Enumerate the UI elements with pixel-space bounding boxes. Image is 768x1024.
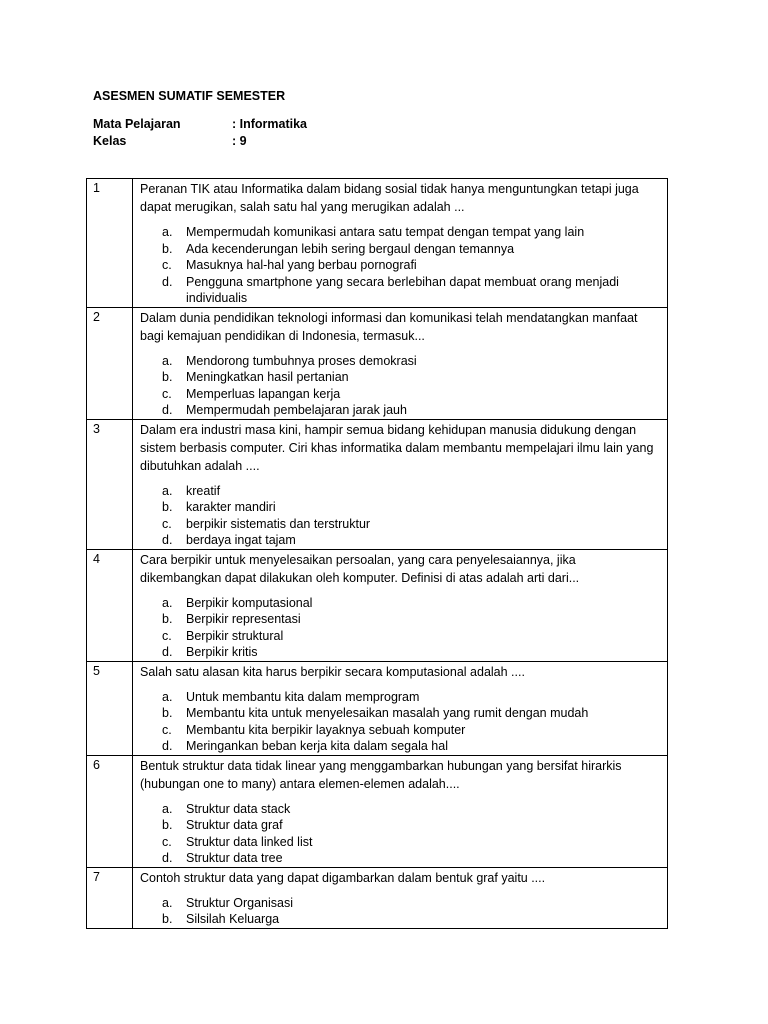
option-text: Berpikir struktural (186, 628, 284, 643)
question-row (87, 661, 668, 755)
question-stem: Contoh struktur data yang dapat digambarkan dalam bentuk graf yaitu .... (140, 870, 546, 885)
question-stem: Bentuk struktur data tidak linear yang menggambarkan hubungan yang bersifat hirarkis (hubungan one to many) antara elemen-elemen adalah.... (140, 758, 622, 791)
question-row (87, 755, 668, 867)
option-list (140, 595, 659, 661)
option-letter: a. (162, 353, 173, 368)
option-item (140, 722, 659, 739)
meta-label: Mata Pelajaran (93, 117, 181, 131)
question-body (133, 661, 668, 755)
option-item (140, 801, 659, 818)
option-item (140, 705, 659, 722)
option-item (140, 644, 659, 661)
meta-value: : Informatika (232, 117, 308, 131)
option-item (140, 834, 659, 851)
option-text: Struktur Organisasi (186, 895, 293, 910)
option-text: Meringankan beban kerja kita dalam segala hal (186, 739, 448, 753)
option-text: berpikir sistematis dan terstruktur (186, 516, 371, 531)
option-letter: c. (162, 722, 172, 737)
option-text: Struktur data tree (186, 851, 283, 865)
option-list (140, 353, 659, 419)
option-item (140, 628, 659, 645)
option-letter: a. (162, 801, 173, 816)
option-letter: d. (162, 274, 173, 289)
option-letter: a. (162, 483, 173, 498)
option-letter: c. (162, 628, 172, 643)
question-row (87, 179, 668, 308)
question-body (133, 419, 668, 549)
option-text: kreatif (186, 483, 221, 498)
option-text: Membantu kita untuk menyelesaikan masalah yang rumit dengan mudah (186, 706, 589, 720)
question-number: 3 (87, 419, 133, 549)
option-item (140, 850, 659, 867)
option-text: karakter mandiri (186, 500, 276, 514)
option-letter: c. (162, 258, 172, 272)
option-text: Struktur data stack (186, 801, 291, 816)
option-text: Struktur data linked list (186, 834, 313, 849)
option-letter: c. (162, 834, 172, 849)
question-number: 2 (87, 307, 133, 419)
option-text: Untuk membantu kita dalam memprogram (186, 689, 420, 704)
option-text: Pengguna smartphone yang secara berlebihan dapat membuat orang menjadi individualis (186, 274, 619, 305)
option-item (140, 516, 659, 533)
option-letter: a. (162, 689, 173, 704)
option-text: Berpikir kritis (186, 645, 258, 659)
question-table (86, 178, 668, 929)
option-letter: b. (162, 706, 173, 720)
meta-value: : 9 (232, 134, 247, 148)
option-list (140, 801, 659, 867)
meta-label: Kelas (93, 134, 127, 148)
question-stem: Salah satu alasan kita harus berpikir secara komputasional adalah .... (140, 664, 525, 679)
option-item (140, 369, 659, 386)
option-item (140, 353, 659, 370)
option-item (140, 483, 659, 500)
option-letter: b. (162, 912, 173, 926)
option-item (140, 895, 659, 912)
question-row (87, 307, 668, 419)
option-text: Silsilah Keluarga (186, 912, 280, 926)
option-letter: b. (162, 370, 173, 384)
document-title: ASESMEN SUMATIF SEMESTER (93, 89, 286, 103)
option-letter: d. (162, 403, 173, 417)
question-row (87, 549, 668, 661)
option-text: Ada kecenderungan lebih sering bergaul dengan temannya (186, 241, 515, 256)
question-stem: Dalam dunia pendidikan teknologi informasi dan komunikasi telah mendatangkan manfaat bagi kemajuan pendidikan di Indonesia, termasuk... (140, 310, 638, 343)
option-letter: d. (162, 533, 173, 547)
option-text: Meningkatkan hasil pertanian (186, 370, 349, 384)
option-item (140, 595, 659, 612)
question-body (133, 867, 668, 928)
option-item (140, 738, 659, 755)
option-text: Memperluas lapangan kerja (186, 386, 341, 401)
option-letter: b. (162, 241, 173, 256)
option-text: Mempermudah pembelajaran jarak jauh (186, 403, 407, 417)
question-number: 6 (87, 755, 133, 867)
question-row (87, 867, 668, 928)
option-letter: b. (162, 612, 173, 626)
question-body (133, 755, 668, 867)
question-body (133, 179, 668, 308)
option-item (140, 386, 659, 403)
option-list (140, 224, 659, 307)
question-stem: Peranan TIK atau Informatika dalam bidang sosial tidak hanya menguntungkan tetapi juga dapat merugikan, salah satu hal yang merugikan adalah ... (140, 182, 639, 214)
option-item (140, 274, 659, 307)
option-item (140, 911, 659, 928)
option-item (140, 611, 659, 628)
option-item (140, 817, 659, 834)
question-number: 5 (87, 661, 133, 755)
option-item (140, 402, 659, 419)
option-letter: a. (162, 595, 173, 610)
option-item (140, 257, 659, 274)
option-list (140, 689, 659, 755)
question-stem: Dalam era industri masa kini, hampir semua bidang kehidupan manusia didukung dengan sistem berbasis computer. Ciri khas informatika dalam membantu mempelajari ilmu lain yang dibutuhkan adalah .... (140, 422, 654, 473)
option-letter: c. (162, 516, 172, 531)
option-list (140, 895, 659, 928)
question-body (133, 307, 668, 419)
option-letter: c. (162, 386, 172, 401)
question-number: 4 (87, 549, 133, 661)
option-letter: a. (162, 225, 173, 239)
option-letter: d. (162, 645, 173, 659)
option-text: Membantu kita berpikir layaknya sebuah komputer (186, 722, 466, 737)
option-text: Mempermudah komunikasi antara satu tempat dengan tempat yang lain (186, 225, 585, 239)
option-text: Struktur data graf (186, 818, 283, 832)
option-letter: b. (162, 818, 173, 832)
question-row (87, 419, 668, 549)
question-number: 1 (87, 179, 133, 308)
option-letter: a. (162, 895, 173, 910)
option-item (140, 689, 659, 706)
option-text: Mendorong tumbuhnya proses demokrasi (186, 353, 417, 368)
question-stem: Cara berpikir untuk menyelesaikan persoalan, yang cara penyelesaiannya, jika dikembangkan dapat dilakukan oleh komputer. Definisi di atas adalah arti dari... (140, 552, 580, 585)
option-letter: d. (162, 851, 173, 865)
option-item (140, 241, 659, 258)
option-item (140, 224, 659, 241)
question-number: 7 (87, 867, 133, 928)
option-letter: d. (162, 739, 173, 753)
option-text: Berpikir representasi (186, 612, 301, 626)
option-text: Berpikir komputasional (186, 595, 313, 610)
question-body (133, 549, 668, 661)
option-text: berdaya ingat tajam (186, 533, 296, 547)
option-text: Masuknya hal-hal yang berbau pornografi (186, 258, 417, 272)
option-list (140, 483, 659, 549)
option-item (140, 532, 659, 549)
option-item (140, 499, 659, 516)
option-letter: b. (162, 500, 173, 514)
